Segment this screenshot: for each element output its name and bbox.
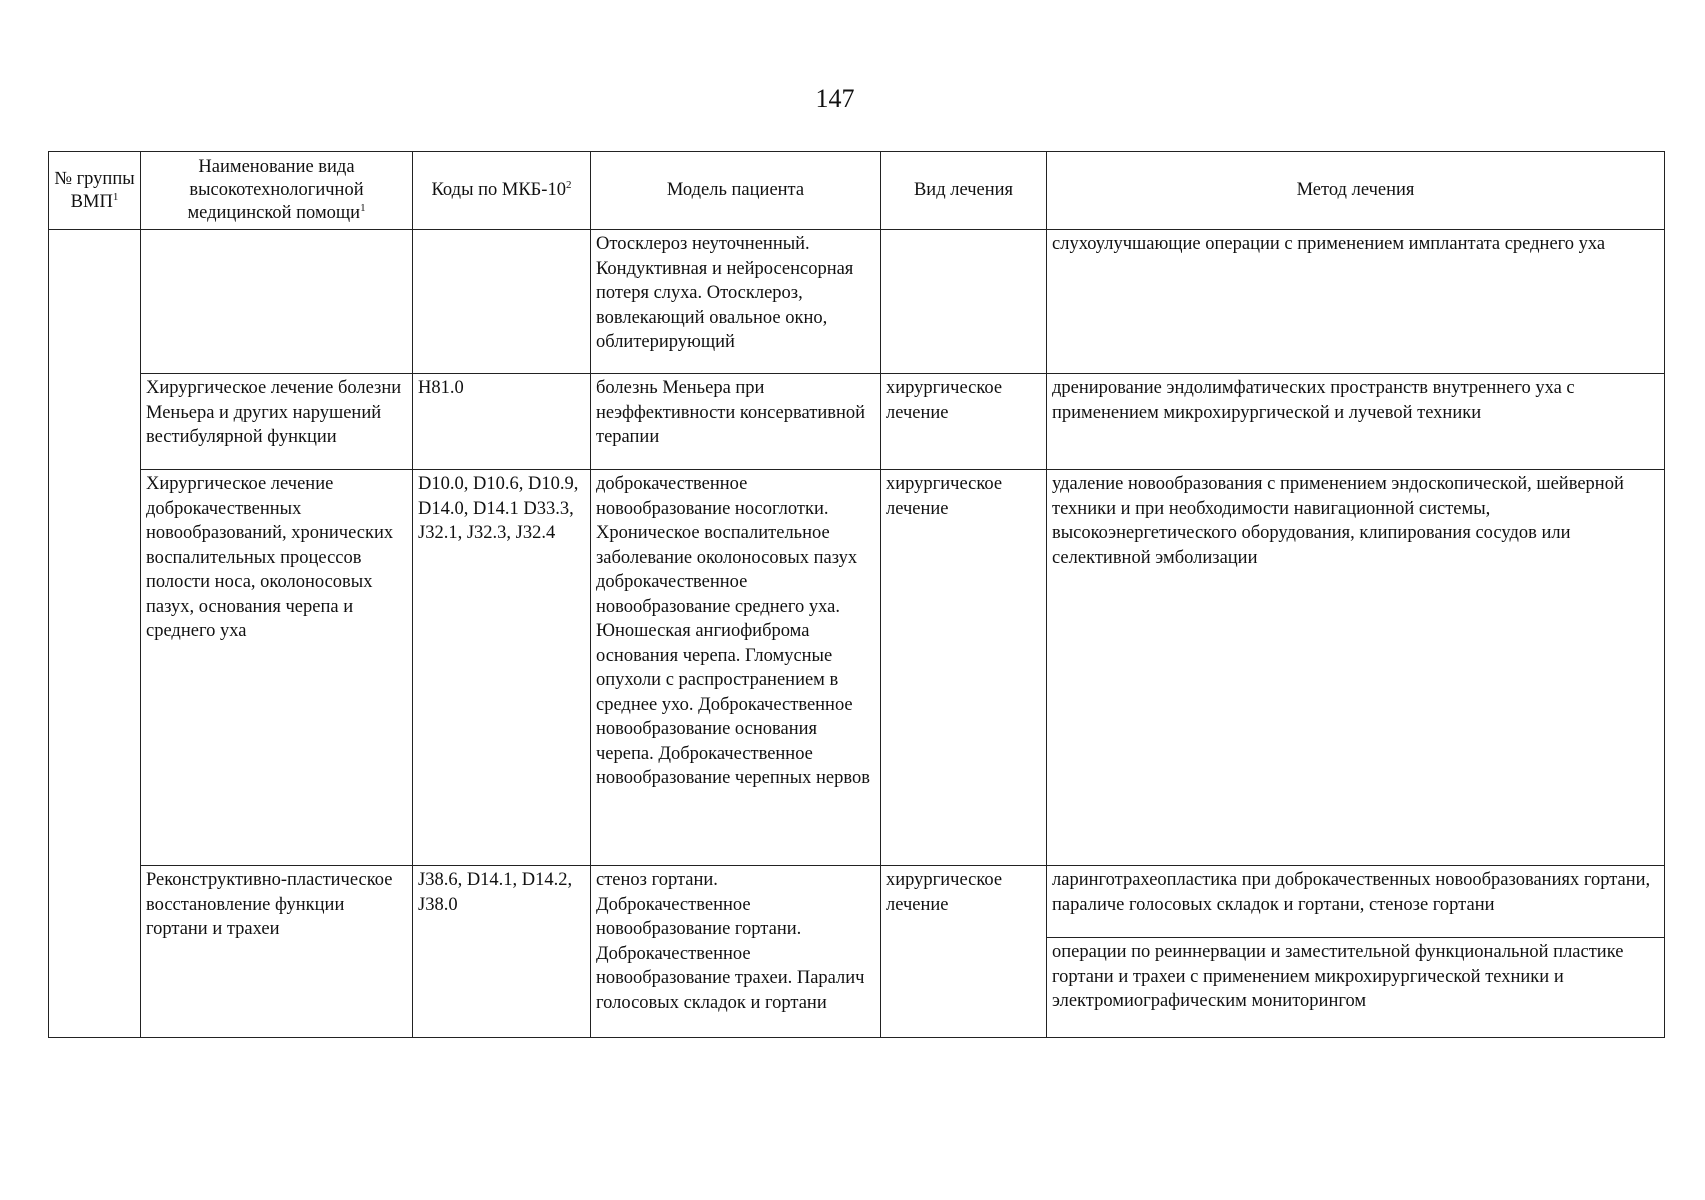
header-care-type: Наименование вида высокотехнологичной медицинской помощи$^1$ [141,152,413,230]
header-treatment-type: Вид лечения [881,152,1047,230]
table-row [49,374,1665,470]
icd-codes-cell: J38.6, D14.1, D14.2, J38.0 [413,866,591,1038]
table-row [49,230,1665,374]
treatment-type-cell: хирургическое лечение [881,470,1047,866]
table-header-row [49,152,1665,230]
header-group-number: № группы ВМП$^1$ [49,152,141,230]
care-type-cell: Реконструктивно-пластическое восстановление функции гортани и трахеи [141,866,413,1038]
group-number-cell [49,230,141,1038]
page-number: 147 [815,84,855,113]
care-type-cell: Хирургическое лечение болезни Меньера и других нарушений вестибулярной функции [141,374,413,470]
treatment-method-cell-secondary: операции по реиннервации и заместительной функциональной пластике гортани и трахеи с применением микрохирургической техники и электромиографическим мониторингом [1047,938,1665,1038]
patient-model-cell: стеноз гортани. Доброкачественное новообразование гортани. Доброкачественное новообразование трахеи. Паралич голосовых складок и гортани [591,866,881,1038]
icd-codes-cell [413,230,591,374]
patient-model-cell: Отосклероз неуточненный. Кондуктивная и нейросенсорная потеря слуха. Отосклероз, вовлекающий овальное окно, облитерирующий [591,230,881,374]
treatment-type-cell: хирургическое лечение [881,866,1047,1038]
treatment-type-cell [881,230,1047,374]
header-patient-model: Модель пациента [591,152,881,230]
patient-model-cell: доброкачественное новообразование носоглотки. Хроническое воспалительное заболевание околоносовых пазух доброкачественное новообразование среднего уха. Юношеская ангиофиброма основания черепа. Гломусные опухоли с распространением в среднее ухо. Доброкачественное новообразование основания черепа. Доброкачественное новообразование черепных нервов [591,470,881,866]
treatment-method-cell: слухоулучшающие операции с применением имплантата среднего уха [1047,230,1665,374]
icd-codes-cell: H81.0 [413,374,591,470]
treatment-method-cell: дренирование эндолимфатических пространств внутреннего уха с применением микрохирургической и лучевой техники [1047,374,1665,470]
patient-model-cell: болезнь Меньера при неэффективности консервативной терапии [591,374,881,470]
care-type-cell: Хирургическое лечение доброкачественных новообразований, хронических воспалительных процессов полости носа, околоносовых пазух, основания черепа и среднего уха [141,470,413,866]
icd-codes-cell: D10.0, D10.6, D10.9, D14.0, D14.1 D33.3, J32.1, J32.3, J32.4 [413,470,591,866]
treatment-method-cell: удаление новообразования с применением эндоскопической, шейверной техники и при необходимости навигационной системы, высокоэнергетического оборудования, клипирования сосудов или селективной эмболизации [1047,470,1665,866]
treatment-table [48,151,1665,1038]
treatment-type-cell: хирургическое лечение [881,374,1047,470]
header-treatment-method: Метод лечения [1047,152,1665,230]
treatment-method-cell: ларинготрахеопластика при доброкачественных новообразованиях гортани, параличе голосовых складок и гортани, стенозе гортани [1047,866,1665,938]
care-type-cell [141,230,413,374]
table-row [49,866,1665,938]
table-row [49,470,1665,866]
header-icd-codes: Коды по МКБ-$10^2$ [413,152,591,230]
